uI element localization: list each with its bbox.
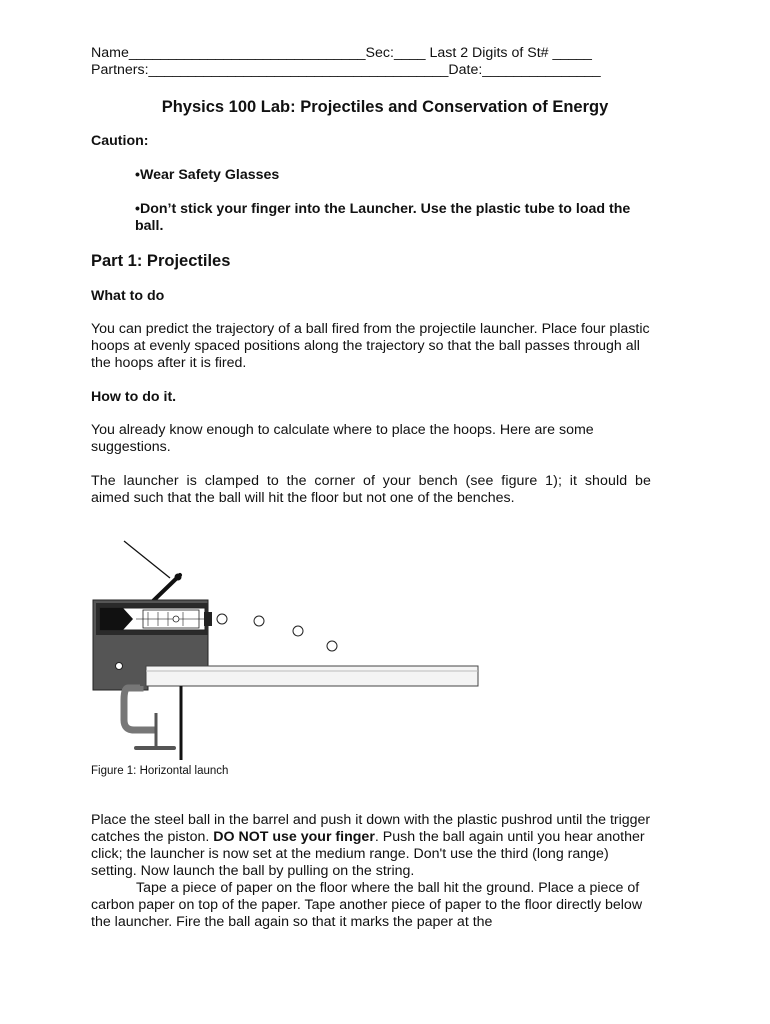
bracket-hole — [116, 663, 123, 670]
procedure-warning: DO NOT use your finger — [213, 829, 375, 845]
caution-bullet-glasses: •Wear Safety Glasses — [135, 167, 280, 183]
paragraph-what-to-do: You can predict the trajectory of a ball fired from the projectile launcher. Place four plastic hoops at evenly spaced positions along the trajectory so that the ball passes through all the hoops after it is fired. — [91, 321, 650, 371]
paragraph-launcher-line1: The launcher is clamped to the corner of your bench (see figure 1); it should be — [91, 473, 651, 489]
procedure-paragraph-2: Tape a piece of paper on the floor where the ball hit the ground. Place a piece of carbon paper on top of the paper. Tape another piece of paper to the floor directly below the launcher. Fire the ball again so that it marks the paper at the — [91, 880, 643, 930]
paragraph-launcher-line2: aimed such that the ball will hit the floor but not one of the benches. — [91, 490, 515, 506]
section-heading-part1: Part 1: Projectiles — [91, 252, 231, 270]
procedure-text-end: . Push the ball again until you hear another click; the launcher is now set at the medium range. Don't use the third (long range) setting. Now launch the ball by pulling on the string. — [91, 829, 645, 879]
figure-caption: Figure 1: Horizontal launch — [91, 765, 229, 777]
page-title: Physics 100 Lab: Projectiles and Conservation of Energy — [161, 98, 609, 116]
subheading-how-to-do-it: How to do it. — [91, 389, 177, 405]
paragraph-how-suggestions: You already know enough to calculate where to place the hoops. Here are some suggestions. — [91, 422, 594, 455]
projectile-launcher-illustration — [88, 530, 488, 765]
trigger-pivot — [175, 574, 182, 581]
c-clamp — [124, 686, 156, 730]
trajectory-ball-1 — [217, 614, 227, 624]
caution-heading: Caution: — [91, 133, 149, 149]
trajectory-ball-3 — [293, 626, 303, 636]
trajectory-ball-2 — [254, 616, 264, 626]
partners-date-header: Partners:______________________________________Date:_______________ — [91, 62, 601, 78]
launcher-muzzle — [204, 612, 212, 626]
launch-string — [124, 541, 170, 578]
bench-top — [146, 666, 478, 686]
paragraph-procedure — [91, 812, 651, 931]
subheading-what-to-do: What to do — [91, 288, 165, 304]
trajectory-ball-4 — [327, 641, 337, 651]
name-section-header: Name______________________________Sec:____ Last 2 Digits of St# _____ — [91, 45, 592, 61]
caution-bullet-finger: •Don’t stick your finger into the Launcher. Use the plastic tube to load the ball. — [135, 201, 631, 234]
procedure-text-start: Place the steel ball in the barrel and push it down with the plastic pushrod until the trigger catches the piston. — [91, 812, 651, 845]
